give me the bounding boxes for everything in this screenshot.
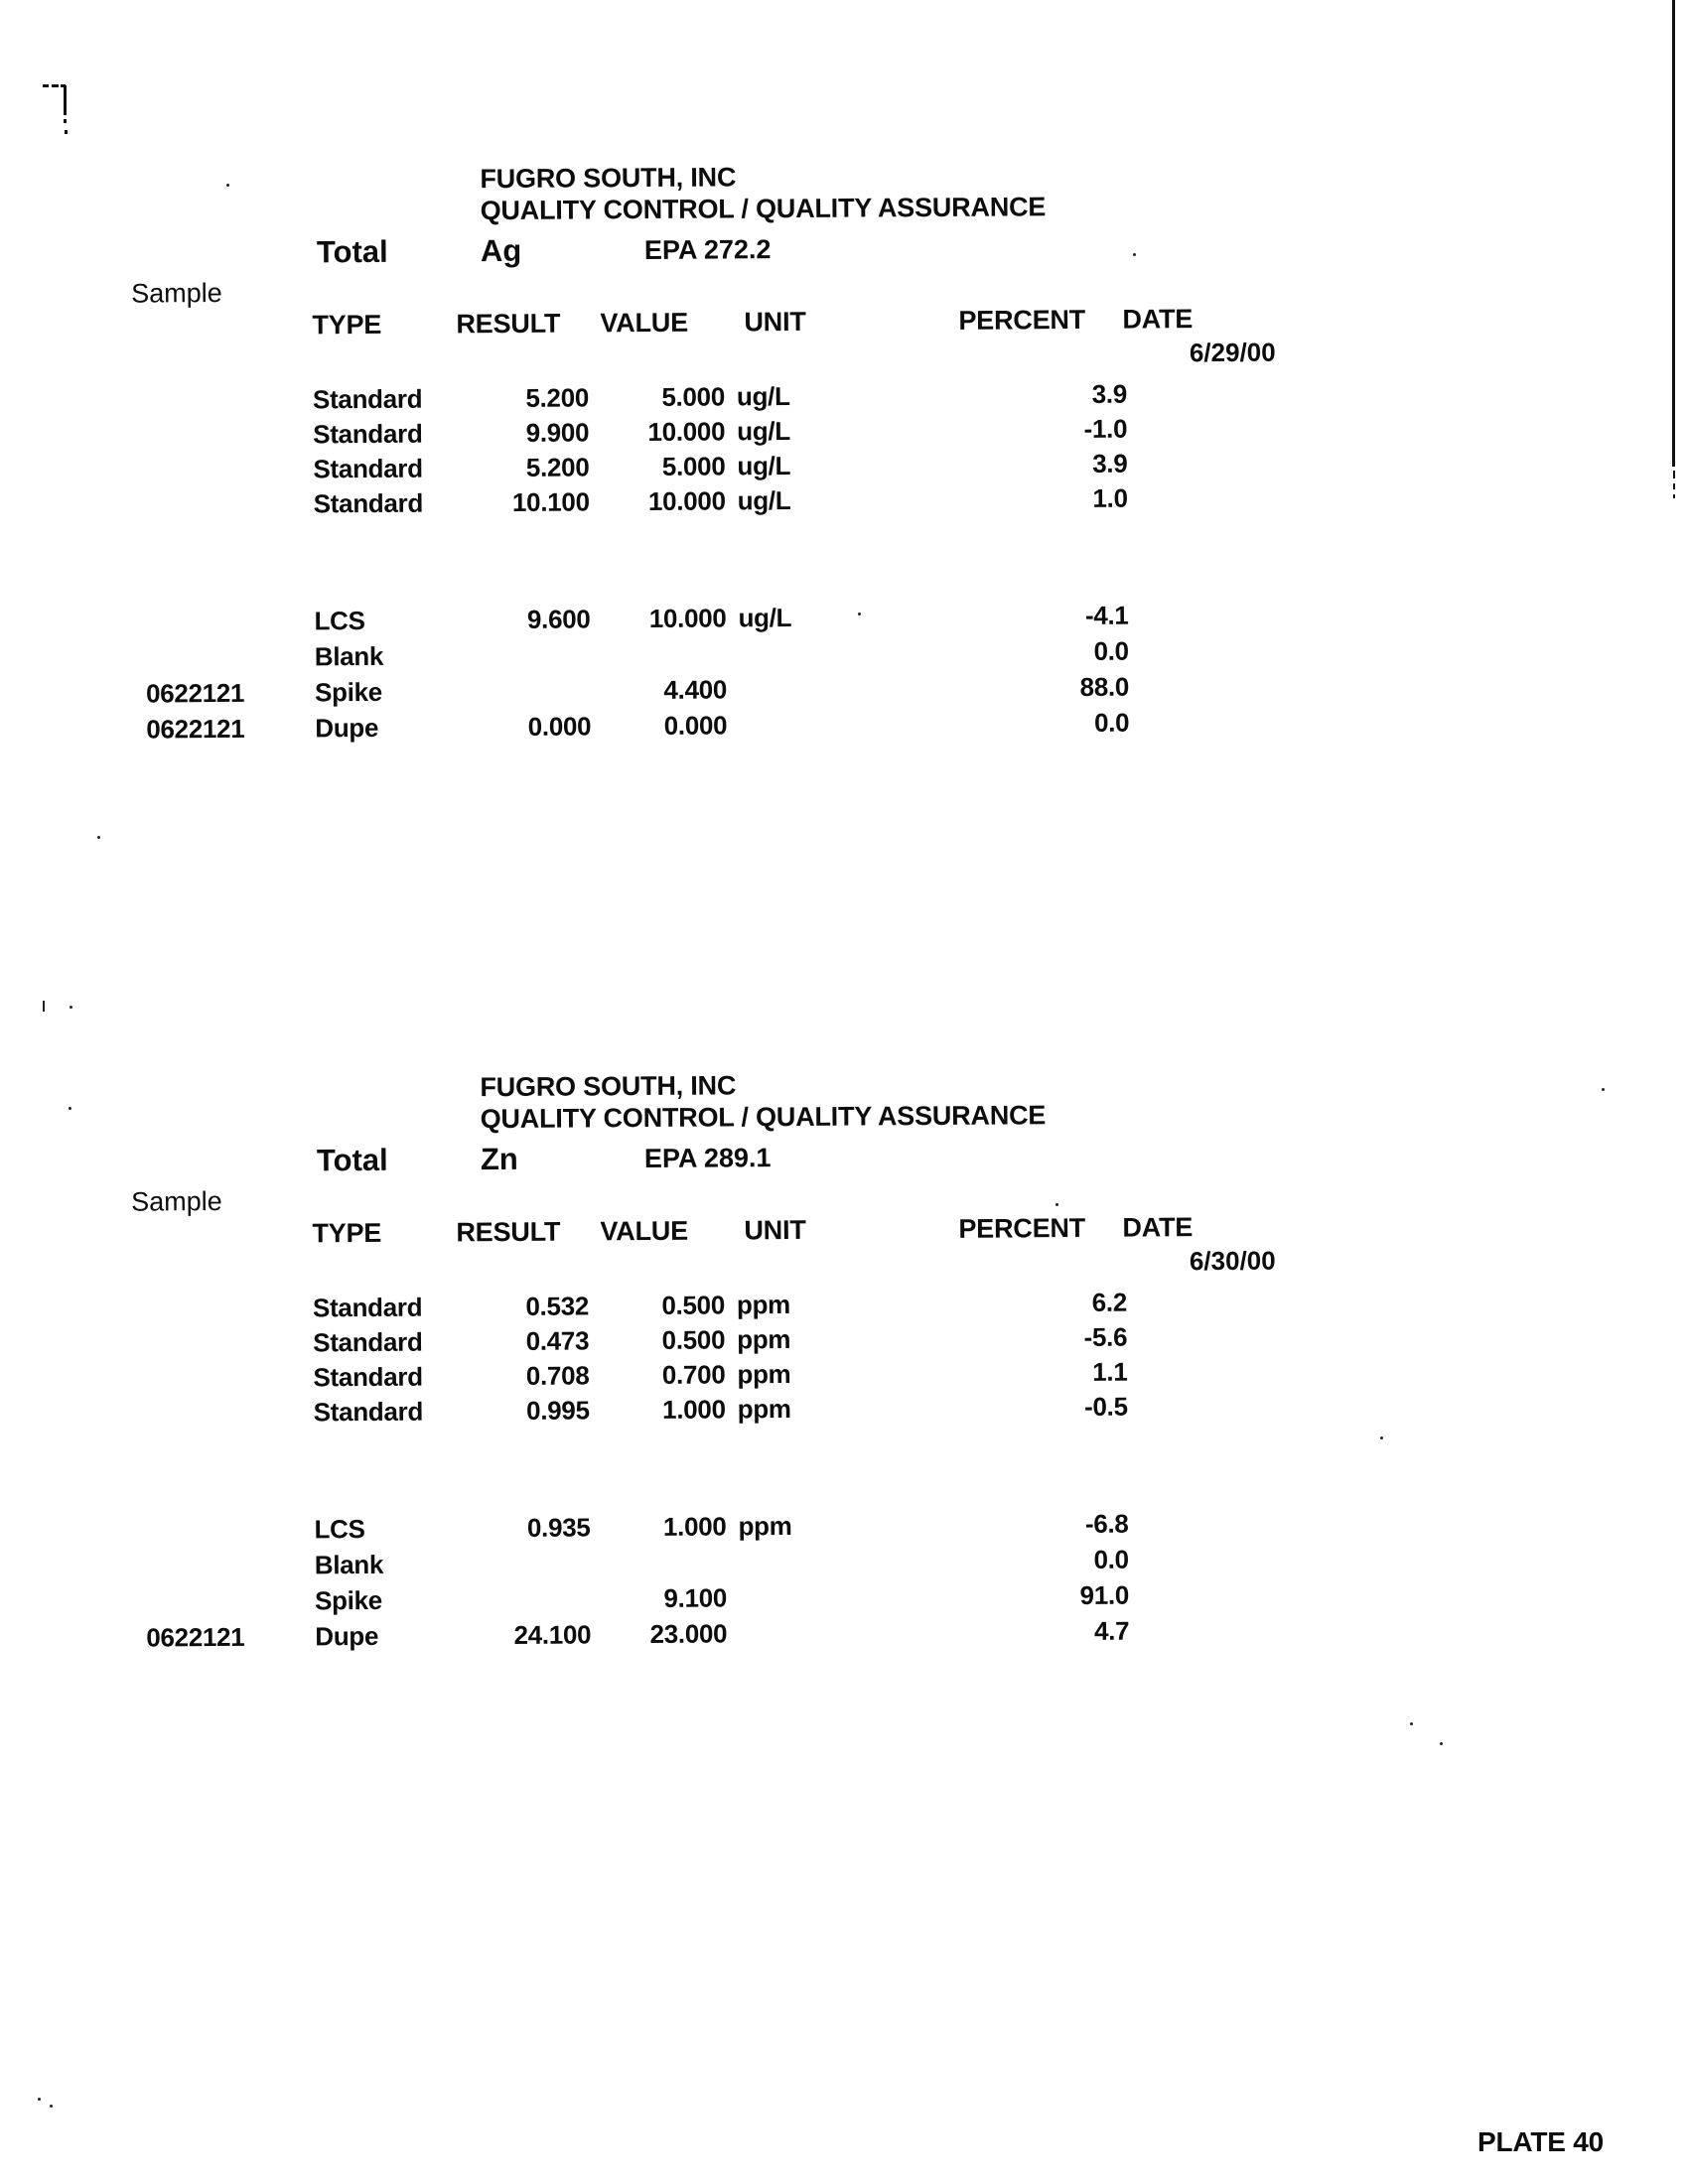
corner-bracket-mark bbox=[43, 84, 49, 87]
analysis-scope: Total bbox=[316, 233, 388, 270]
qc-type: Standard bbox=[313, 453, 423, 484]
true-value: 0.000 bbox=[663, 710, 728, 741]
qc-type: LCS bbox=[314, 1513, 365, 1545]
sample-id: 0622121 bbox=[145, 677, 245, 709]
unit: ppm bbox=[737, 1359, 791, 1390]
column-header-date: DATE bbox=[1122, 304, 1194, 335]
column-header-result: RESULT bbox=[456, 1216, 561, 1248]
qc-type: Standard bbox=[312, 383, 423, 415]
percent-value: -5.6 bbox=[1083, 1321, 1128, 1352]
percent-value: 3.9 bbox=[1092, 448, 1128, 478]
epa-method: EPA 272.2 bbox=[643, 234, 772, 266]
table-row bbox=[1, 1389, 1490, 1431]
scan-edge-dash bbox=[1673, 483, 1675, 489]
true-value: 0.500 bbox=[661, 1290, 726, 1320]
analysis-date: 6/30/00 bbox=[1189, 1245, 1276, 1277]
corner-bracket-mark bbox=[52, 84, 59, 87]
result-value: 24.100 bbox=[513, 1619, 592, 1650]
percent-value: 0.0 bbox=[1093, 635, 1129, 666]
true-value: 1.000 bbox=[662, 1394, 726, 1425]
unit: ppm bbox=[738, 1510, 792, 1542]
qc-type: Dupe bbox=[315, 712, 379, 744]
percent-value: -6.8 bbox=[1084, 1508, 1129, 1539]
result-value: 5.200 bbox=[525, 452, 590, 482]
column-header-percent: PERCENT bbox=[958, 1212, 1086, 1244]
column-header-type: TYPE bbox=[312, 1217, 382, 1249]
true-value bbox=[565, 638, 727, 639]
table-row bbox=[2, 633, 1491, 675]
percent-value: -0.5 bbox=[1083, 1391, 1128, 1422]
scan-speck bbox=[70, 1006, 72, 1009]
qc-table-zn bbox=[0, 1065, 1491, 1671]
unit: ppm bbox=[737, 1324, 791, 1355]
true-value: 10.000 bbox=[647, 416, 726, 448]
scan-speck bbox=[1410, 1722, 1413, 1725]
true-value: 10.000 bbox=[648, 603, 727, 633]
sample-column-label: Sample bbox=[131, 277, 222, 309]
result-value: 0.473 bbox=[525, 1325, 590, 1356]
result-value bbox=[429, 639, 591, 640]
true-value: 10.000 bbox=[647, 485, 726, 517]
company-name: FUGRO SOUTH, INC bbox=[480, 162, 737, 195]
true-value: 4.400 bbox=[663, 674, 728, 705]
table-row bbox=[1, 1506, 1490, 1548]
scan-edge-dash bbox=[1673, 494, 1675, 498]
analyte-symbol: Ag bbox=[480, 232, 522, 269]
percent-value: 0.0 bbox=[1093, 1544, 1129, 1574]
scan-edge-line bbox=[1672, 0, 1675, 467]
result-value: 0.532 bbox=[525, 1291, 590, 1321]
corner-bracket-mark bbox=[64, 90, 67, 115]
scan-speck bbox=[43, 1001, 45, 1012]
analysis-scope: Total bbox=[316, 1142, 388, 1178]
qc-type: Standard bbox=[313, 1396, 424, 1428]
corner-bracket-mark bbox=[65, 130, 68, 134]
plate-number: PLATE 40 bbox=[1477, 2126, 1605, 2157]
scan-speck bbox=[1602, 1088, 1605, 1091]
column-header-unit: UNIT bbox=[744, 1214, 806, 1246]
column-header-date: DATE bbox=[1122, 1212, 1194, 1243]
qc-type: Blank bbox=[314, 640, 384, 672]
scan-speck bbox=[1440, 1742, 1443, 1745]
unit: ug/L bbox=[737, 485, 791, 516]
result-value: 0.000 bbox=[527, 711, 592, 742]
percent-value: 0.0 bbox=[1093, 707, 1130, 738]
percent-value: -4.1 bbox=[1084, 600, 1129, 630]
report-subtitle: QUALITY CONTROL / QUALITY ASSURANCE bbox=[480, 1100, 1047, 1135]
percent-value: -1.0 bbox=[1083, 413, 1128, 444]
qc-type: Dupe bbox=[315, 1620, 379, 1652]
result-value: 0.995 bbox=[526, 1395, 590, 1426]
scan-speck bbox=[50, 2105, 53, 2108]
true-value: 0.500 bbox=[661, 1324, 726, 1355]
unit: ug/L bbox=[738, 602, 792, 633]
analyte-symbol: Zn bbox=[480, 1141, 518, 1177]
qc-table-ag bbox=[0, 157, 1491, 762]
percent-value: 1.0 bbox=[1092, 482, 1128, 513]
unit: ppm bbox=[737, 1393, 791, 1425]
true-value bbox=[565, 1547, 727, 1548]
column-header-value: VALUE bbox=[600, 307, 689, 339]
analysis-date: 6/29/00 bbox=[1189, 337, 1276, 368]
percent-value: 88.0 bbox=[1079, 671, 1130, 702]
result-value: 5.200 bbox=[525, 382, 590, 413]
sample-column-label: Sample bbox=[131, 1185, 222, 1217]
column-header-type: TYPE bbox=[312, 309, 382, 341]
table-row bbox=[1, 598, 1490, 639]
qc-type: Standard bbox=[312, 1292, 423, 1323]
result-value: 9.900 bbox=[525, 417, 590, 448]
result-value: 0.708 bbox=[525, 1360, 590, 1391]
table-row bbox=[2, 1542, 1491, 1583]
table-row bbox=[1, 480, 1490, 522]
qc-type: LCS bbox=[314, 605, 365, 636]
true-value: 5.000 bbox=[661, 451, 726, 481]
sample-id: 0622121 bbox=[146, 713, 245, 745]
column-header-percent: PERCENT bbox=[958, 304, 1086, 336]
report-subtitle: QUALITY CONTROL / QUALITY ASSURANCE bbox=[480, 192, 1047, 226]
result-value: 10.100 bbox=[511, 486, 590, 517]
table-row bbox=[2, 1613, 1491, 1655]
result-value: 0.935 bbox=[526, 1512, 591, 1543]
table-row bbox=[2, 1577, 1491, 1619]
scan-speck bbox=[38, 2098, 41, 2101]
unit: ppm bbox=[736, 1290, 791, 1320]
percent-value: 3.9 bbox=[1091, 378, 1128, 409]
corner-bracket-mark bbox=[64, 119, 67, 123]
percent-value: 4.7 bbox=[1093, 1615, 1130, 1646]
column-header-result: RESULT bbox=[456, 308, 561, 340]
table-row bbox=[2, 669, 1491, 711]
qc-type: Standard bbox=[313, 418, 423, 450]
percent-value: 91.0 bbox=[1079, 1579, 1130, 1610]
scan-speck bbox=[97, 836, 100, 839]
qc-type: Spike bbox=[314, 1584, 383, 1616]
sample-id: 0622121 bbox=[146, 1621, 245, 1653]
unit: ug/L bbox=[736, 381, 790, 412]
percent-value: 1.1 bbox=[1092, 1356, 1128, 1387]
percent-value: 6.2 bbox=[1091, 1287, 1128, 1317]
epa-method: EPA 289.1 bbox=[643, 1143, 772, 1174]
scan-edge-dash bbox=[1673, 471, 1675, 478]
true-value: 9.100 bbox=[663, 1582, 728, 1613]
result-value bbox=[429, 1548, 591, 1549]
true-value: 5.000 bbox=[661, 381, 726, 412]
true-value: 0.700 bbox=[661, 1359, 726, 1390]
qc-type: Standard bbox=[313, 1361, 423, 1393]
qc-type: Standard bbox=[313, 487, 424, 519]
qc-type: Blank bbox=[314, 1549, 384, 1580]
column-header-unit: UNIT bbox=[744, 306, 806, 338]
true-value: 1.000 bbox=[662, 1511, 727, 1542]
unit: ug/L bbox=[737, 451, 791, 481]
column-header-value: VALUE bbox=[600, 1215, 689, 1247]
table-row bbox=[2, 705, 1491, 747]
qc-type: Spike bbox=[314, 676, 383, 708]
result-value: 9.600 bbox=[526, 604, 591, 634]
unit: ug/L bbox=[737, 416, 790, 447]
company-name: FUGRO SOUTH, INC bbox=[480, 1070, 737, 1103]
qc-type: Standard bbox=[313, 1326, 423, 1358]
true-value: 23.000 bbox=[649, 1618, 728, 1649]
